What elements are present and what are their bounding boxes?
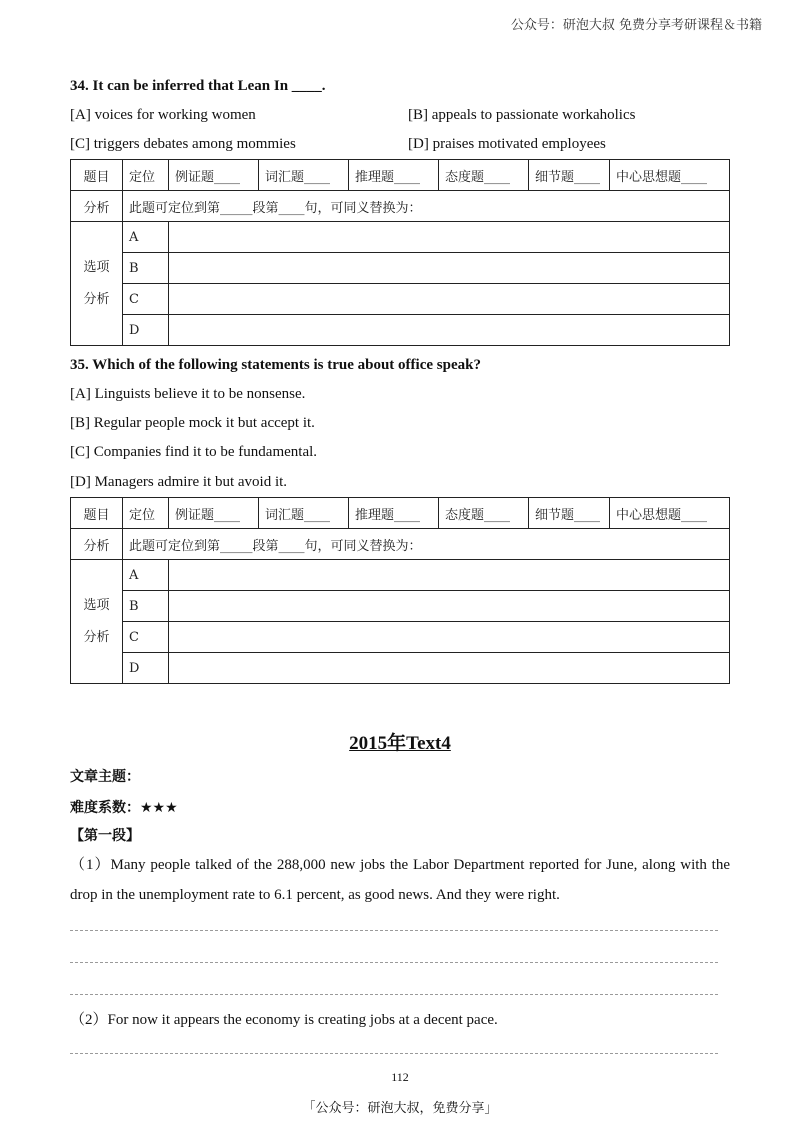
question-35-title: 35. Which of the following statements is true about office speak? xyxy=(70,357,481,373)
options-analysis-label xyxy=(71,222,123,346)
type-attitude: 态度题____ xyxy=(439,160,529,191)
type-locate: 定位 xyxy=(123,498,169,529)
option-answer-cell[interactable] xyxy=(169,653,730,684)
section-title: 2015年Text4 xyxy=(349,733,451,754)
header-note: 公众号：研泡大叔 免费分享考研课程＆书籍 xyxy=(510,18,762,33)
q34-option-a: [A] voices for working women xyxy=(70,107,256,123)
option-letter-b: B xyxy=(123,253,169,284)
q35-option-d: [D] Managers admire it but avoid it. xyxy=(70,474,288,490)
option-letter-c: C xyxy=(123,622,169,653)
row-label-analysis: 分析 xyxy=(71,191,123,222)
q34-analysis-table xyxy=(70,159,730,346)
option-letter-b: B xyxy=(123,591,169,622)
sentence-2: （2）For now it appears the economy is creating jobs at a decent pace. xyxy=(70,1012,498,1028)
answer-line[interactable] xyxy=(70,1053,718,1054)
option-letter-d: D xyxy=(123,653,169,684)
q35-option-b: [B] Regular people mock it but accept it. xyxy=(70,415,315,431)
option-answer-cell[interactable] xyxy=(169,591,730,622)
option-answer-cell[interactable] xyxy=(169,222,730,253)
type-example: 例证题____ xyxy=(169,498,259,529)
option-letter-a: A xyxy=(123,560,169,591)
option-answer-cell[interactable] xyxy=(169,253,730,284)
article-theme-label: 文章主题： xyxy=(70,769,140,785)
type-locate: 定位 xyxy=(123,160,169,191)
page-number: 112 xyxy=(391,1070,409,1084)
q34-option-c: [C] triggers debates among mommies xyxy=(70,136,296,152)
answer-line[interactable] xyxy=(70,994,718,995)
type-inference: 推理题____ xyxy=(349,160,439,191)
option-answer-cell[interactable] xyxy=(169,284,730,315)
options-label-line2: 分析 xyxy=(83,629,110,645)
type-inference: 推理题____ xyxy=(349,498,439,529)
option-answer-cell[interactable] xyxy=(169,315,730,346)
type-main-idea: 中心思想题____ xyxy=(610,160,730,191)
row-label-analysis: 分析 xyxy=(71,529,123,560)
locate-text: 此题可定位到第_____段第____句，可同义替换为： xyxy=(123,529,730,560)
option-letter-a: A xyxy=(123,222,169,253)
q35-option-c: [C] Companies find it to be fundamental. xyxy=(70,444,318,460)
type-vocabulary: 词汇题____ xyxy=(259,160,349,191)
option-answer-cell[interactable] xyxy=(169,560,730,591)
q34-option-d: [D] praises motivated employees xyxy=(408,136,606,152)
type-main-idea: 中心思想题____ xyxy=(610,498,730,529)
difficulty-label: 难度系数：★★★ xyxy=(70,800,178,816)
type-attitude: 态度题____ xyxy=(439,498,529,529)
q35-option-a: [A] Linguists believe it to be nonsense. xyxy=(70,386,306,402)
option-answer-cell[interactable] xyxy=(169,622,730,653)
options-analysis-label xyxy=(71,560,123,684)
sentence-1: （1）Many people talked of the 288,000 new jobs the Labor Department reported for June, along with the drop in the unemployment rate to 6.1 percent, as good news. And they were right. xyxy=(70,857,730,903)
type-vocabulary: 词汇题____ xyxy=(259,498,349,529)
footer-note: 「公众号：研泡大叔，免费分享」 xyxy=(302,1101,498,1116)
type-detail: 细节题____ xyxy=(529,498,610,529)
type-detail: 细节题____ xyxy=(529,160,610,191)
options-label-line2: 分析 xyxy=(83,291,110,307)
row-label-question: 题目 xyxy=(71,160,123,191)
options-label-line1: 选项 xyxy=(83,597,110,613)
locate-text: 此题可定位到第_____段第____句，可同义替换为： xyxy=(123,191,730,222)
question-34-title: 34. It can be inferred that Lean In ____. xyxy=(70,78,326,94)
type-example: 例证题____ xyxy=(169,160,259,191)
option-letter-c: C xyxy=(123,284,169,315)
row-label-question: 题目 xyxy=(71,498,123,529)
answer-line[interactable] xyxy=(70,930,718,931)
answer-line[interactable] xyxy=(70,962,718,963)
options-label-line1: 选项 xyxy=(83,259,110,275)
paragraph-label: 【第一段】 xyxy=(70,828,140,844)
option-letter-d: D xyxy=(123,315,169,346)
q34-option-b: [B] appeals to passionate workaholics xyxy=(408,107,636,123)
q35-analysis-table xyxy=(70,497,730,684)
